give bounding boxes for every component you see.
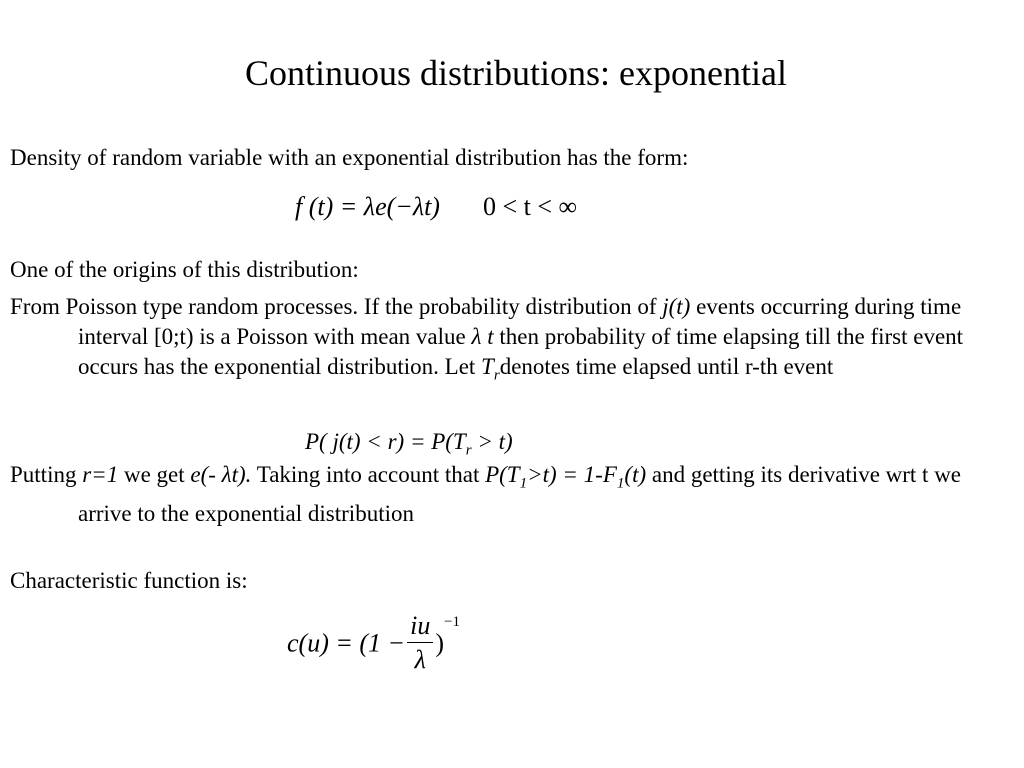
slide-title: Continuous distributions: exponential <box>245 53 787 93</box>
poisson-paragraph <box>10 292 1000 391</box>
putting-text-3: Taking into account that <box>251 462 486 487</box>
putting-text-1: Putting <box>10 462 83 487</box>
poisson-text-4: denotes time elapsed until r-th event <box>499 354 834 379</box>
poisson-formula-sub: r <box>465 442 472 459</box>
density-formula-domain: 0 < t < ∞ <box>482 192 578 221</box>
density-intro: Density of random variable with an exponential distribution has the form: <box>10 145 689 170</box>
poisson-T-sub: r <box>493 367 500 384</box>
origins-heading: One of the origins of this distribution: <box>10 257 359 282</box>
char-numerator: iu <box>407 610 433 643</box>
putting-text-2: we get <box>118 462 191 487</box>
poisson-jt: j(t) <box>662 294 691 319</box>
putting-sub-1: 1 <box>519 475 528 492</box>
char-denominator: λ <box>414 645 426 674</box>
putting-sub-2: 1 <box>616 475 625 492</box>
density-formula-lhs: f (t) = λe(−λt) <box>295 192 440 221</box>
char-exponent: −1 <box>444 613 460 630</box>
poisson-T: T <box>481 354 494 379</box>
putting-F: >t) = 1-F <box>527 462 617 487</box>
poisson-formula <box>305 429 513 460</box>
putting-r1: r=1 <box>82 462 119 487</box>
putting-P: P(T <box>485 462 520 487</box>
poisson-text-1: From Poisson type random processes. If the probability distribution of <box>10 294 663 319</box>
char-formula-lhs: c(u) = (1 − <box>287 628 406 658</box>
putting-t: (t) <box>624 462 647 487</box>
char-fraction <box>407 610 433 677</box>
poisson-text-2: events occurring during time interval [0;t) is a Poisson with mean value <box>78 294 962 349</box>
char-heading: Characteristic function is: <box>10 568 248 593</box>
char-close: ) <box>435 628 445 658</box>
density-formula <box>295 192 577 222</box>
putting-paragraph <box>10 460 1000 529</box>
putting-exp: e(- λt). <box>190 462 252 487</box>
poisson-text-3: then probability of time elapsing till the first event occurs has the exponential distribution. Let <box>78 324 964 379</box>
char-formula <box>287 610 460 677</box>
poisson-formula-main: P( j(t) < r) = P(T <box>305 429 466 454</box>
poisson-lambda-t: λ t <box>471 324 494 349</box>
poisson-formula-end: > t) <box>471 429 513 454</box>
putting-text-4: and getting its derivative wrt t we arrive to the exponential distribution <box>78 462 962 526</box>
